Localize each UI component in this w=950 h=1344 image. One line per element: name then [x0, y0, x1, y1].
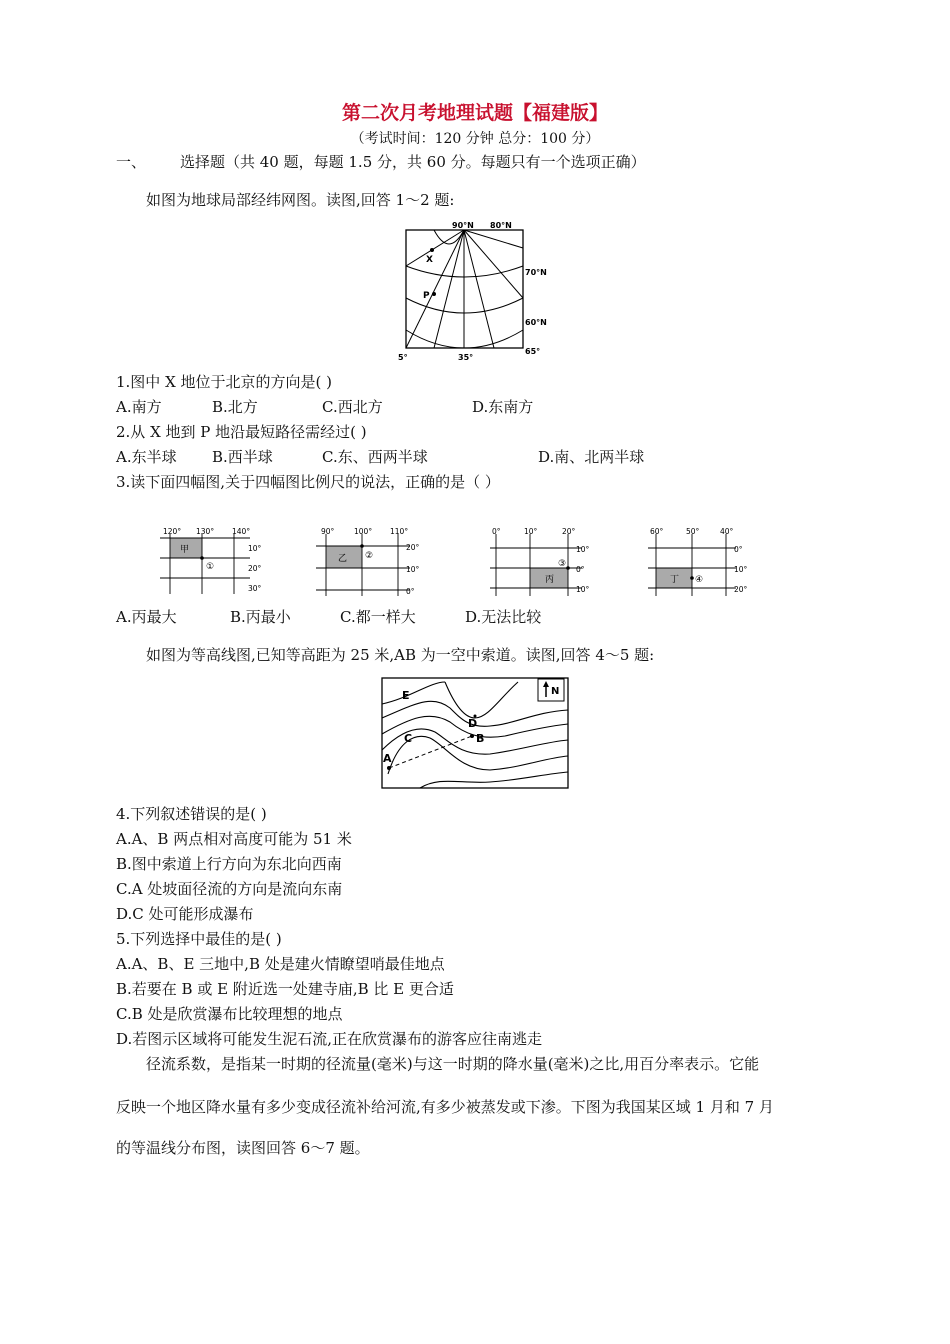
contour-figure: [380, 676, 572, 792]
cableway-line: [389, 736, 472, 768]
grid-region-label: 乙: [338, 554, 348, 564]
grid-right-label: 10°: [248, 544, 262, 553]
label-35: 35°: [458, 353, 474, 362]
grid-top-label: 120°: [163, 527, 182, 536]
label-b: B: [476, 732, 485, 745]
grid-top-label: 130°: [196, 527, 215, 536]
grid-top-label: 140°: [232, 527, 251, 536]
meridian-line: [464, 230, 523, 248]
q5-option-a[interactable]: A.A、B、E 三地中,B 处是建火情瞭望哨最佳地点: [116, 955, 445, 973]
grid-right-label: 10°: [576, 545, 590, 554]
grid-right-label: 0°: [576, 565, 585, 574]
label-x: X: [426, 255, 433, 265]
point-b-marker: [470, 734, 474, 738]
grid-top-label: 10°: [524, 527, 538, 536]
q4-option-a[interactable]: A.A、B 两点相对高度可能为 51 米: [116, 830, 352, 848]
q5-stem: 5.下列选择中最佳的是( ): [116, 930, 282, 948]
grid-right-label: 30°: [248, 584, 262, 593]
grid-point: [566, 566, 570, 570]
grid-point-label: ①: [206, 562, 215, 572]
grid-right-label: 0°: [734, 545, 743, 554]
label-d: D: [468, 717, 478, 730]
grid-point-label: ②: [365, 551, 374, 561]
label-a: A: [383, 752, 392, 765]
label-70n: 70°N: [525, 268, 547, 277]
page-title: 第二次月考地理试题【福建版】: [341, 102, 608, 124]
grid-top-label: 20°: [562, 527, 576, 536]
grid-right-label: 20°: [248, 564, 262, 573]
contour-line: [445, 682, 518, 718]
paragraph-line-3: 的等温线分布图，读图回答 6～7 题。: [116, 1139, 370, 1157]
grid-bing-figure: [490, 526, 600, 598]
q3-option-d[interactable]: D.无法比较: [465, 608, 542, 626]
grid-region-label: 丙: [545, 575, 555, 585]
point-p-marker: [432, 292, 436, 296]
grid-top-label: 90°: [321, 527, 335, 536]
section-number: 一、: [116, 153, 147, 171]
grid-yi-figure: [316, 526, 426, 598]
label-north: N: [551, 686, 560, 697]
grid-right-label: 20°: [406, 543, 420, 552]
q2-stem: 2.从 X 地到 P 地沿最短路径需经过( ): [116, 423, 367, 441]
grid-top-label: 40°: [720, 527, 734, 536]
q2-option-a[interactable]: A.东半球: [116, 448, 177, 466]
q3-stem: 3.读下面四幅图,关于四幅图比例尺的说法，正确的是（ ）: [116, 473, 500, 491]
graticule-figure: [394, 218, 559, 364]
grid-ding-figure: [648, 526, 758, 598]
parallel-arc: [434, 230, 464, 244]
paragraph-line-2: 反映一个地区降水量有多少变成径流补给河流,有多少被蒸发或下渗。下图为我国某区域 1 月和 7 月: [116, 1098, 774, 1116]
grid-right-label: 10°: [576, 585, 590, 594]
q2-option-c[interactable]: C.东、西两半球: [322, 448, 428, 466]
q4-option-b[interactable]: B.图中索道上行方向为东北向西南: [116, 855, 342, 873]
q4-option-c[interactable]: C.A 处坡面径流的方向是流向东南: [116, 880, 343, 898]
intro-q1-2: 如图为地球局部经纬网图。读图,回答 1～2 题:: [146, 191, 455, 209]
label-65: 65°: [525, 347, 541, 356]
q3-option-b[interactable]: B.丙最小: [230, 608, 291, 626]
contour-line: [420, 772, 568, 788]
grid-point-label: ③: [558, 559, 567, 569]
q5-option-b[interactable]: B.若要在 B 或 E 附近选一处建寺庙,B 比 E 更合适: [116, 980, 454, 998]
grid-region-label: 甲: [180, 545, 190, 555]
paragraph-line-1: 径流系数，是指某一时期的径流量(毫米)与这一时期的降水量(毫米)之比,用百分率表示。它能: [146, 1055, 760, 1073]
grid-point-label: ④: [695, 575, 704, 585]
label-c: C: [404, 732, 413, 745]
grid-top-label: 100°: [354, 527, 373, 536]
q2-option-b[interactable]: B.西半球: [212, 448, 273, 466]
grid-top-label: 110°: [390, 527, 409, 536]
grid-right-label: 10°: [406, 565, 420, 574]
point-x-marker: [430, 248, 434, 252]
exam-info: （考试时间：120 分钟 总分：100 分）: [350, 131, 600, 147]
intro-q4-5: 如图为等高线图,已知等高距为 25 米,AB 为一空中索道。读图,回答 4～5 题:: [146, 646, 655, 664]
q5-option-d[interactable]: D.若图示区域将可能发生泥石流,正在欣赏瀑布的游客应往南逃走: [116, 1030, 543, 1048]
q1-option-a[interactable]: A.南方: [116, 398, 162, 416]
grid-right-label: 10°: [734, 565, 748, 574]
label-60n: 60°N: [525, 318, 547, 327]
label-90n: 90°N: [452, 221, 474, 230]
q3-option-c[interactable]: C.都一样大: [340, 608, 416, 626]
label-e: E: [402, 689, 410, 702]
grid-jia-figure: [160, 526, 270, 598]
q4-option-d[interactable]: D.C 处可能形成瀑布: [116, 905, 254, 923]
grid-right-label: 0°: [406, 587, 415, 596]
q2-option-d[interactable]: D.南、北两半球: [538, 448, 645, 466]
grid-point: [360, 544, 364, 548]
label-5: 5°: [398, 353, 408, 362]
grid-top-label: 60°: [650, 527, 664, 536]
grid-top-label: 50°: [686, 527, 700, 536]
q1-stem: 1.图中 X 地位于北京的方向是( ): [116, 373, 332, 391]
q5-option-c[interactable]: C.B 处是欣赏瀑布比较理想的地点: [116, 1005, 343, 1023]
q1-option-b[interactable]: B.北方: [212, 398, 258, 416]
meridian-line: [434, 230, 464, 348]
point-a-marker: [387, 766, 391, 770]
q1-option-d[interactable]: D.东南方: [472, 398, 534, 416]
grid-right-label: 20°: [734, 585, 748, 594]
section-heading: 选择题（共 40 题，每题 1.5 分，共 60 分。每题只有一个选项正确）: [180, 153, 646, 171]
grid-point: [690, 576, 694, 580]
contour-line: [382, 682, 445, 704]
grid-point: [200, 556, 204, 560]
label-p: P: [423, 291, 430, 301]
q1-option-c[interactable]: C.西北方: [322, 398, 383, 416]
q4-stem: 4.下列叙述错误的是( ): [116, 805, 267, 823]
grid-top-label: 0°: [492, 527, 501, 536]
grid-region-label: 丁: [670, 575, 680, 585]
label-80n: 80°N: [490, 221, 512, 230]
q3-option-a[interactable]: A.丙最大: [116, 608, 177, 626]
